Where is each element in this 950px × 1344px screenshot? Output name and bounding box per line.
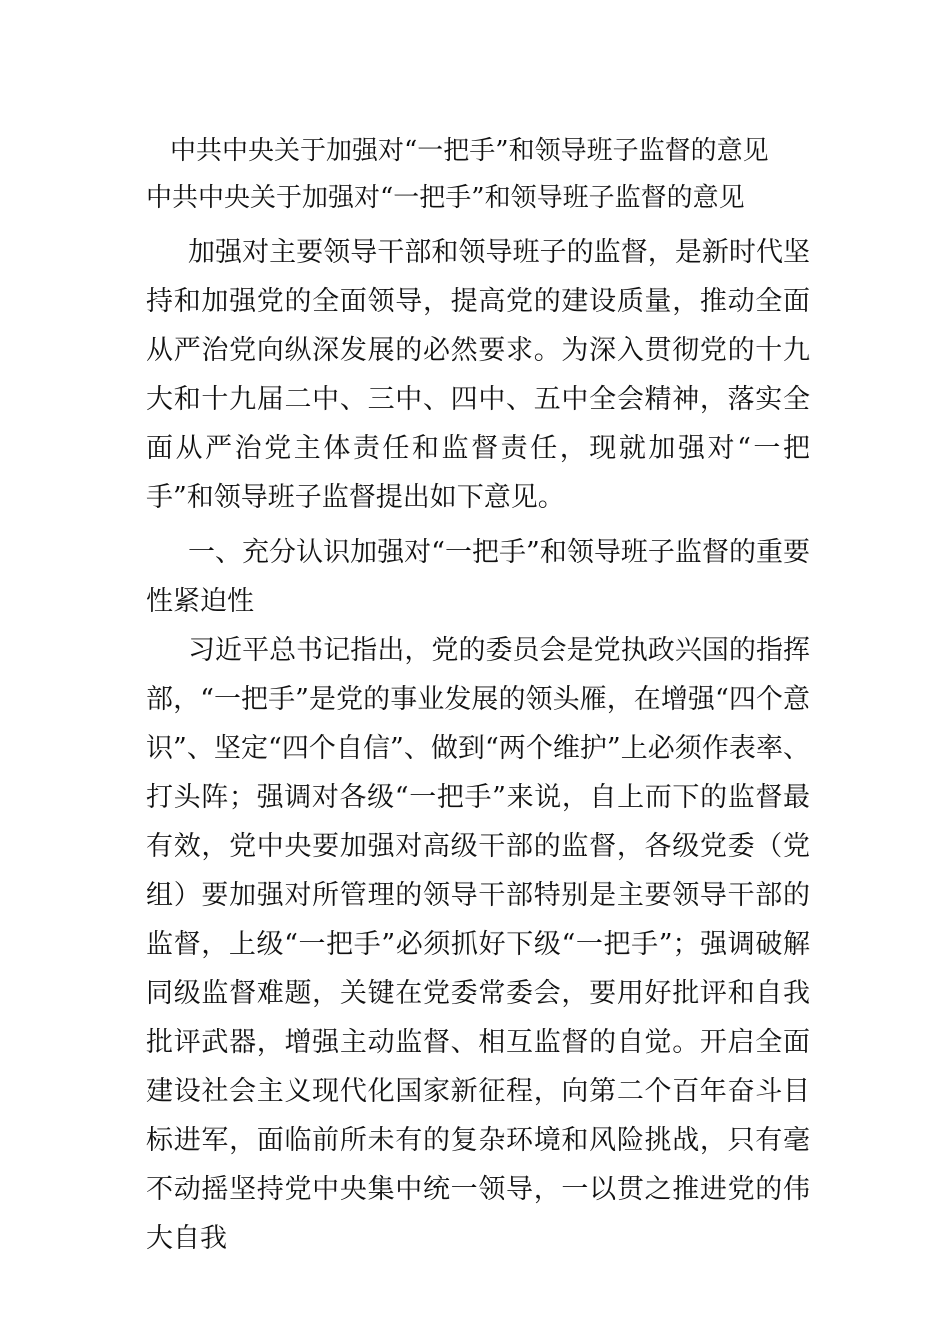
document-title-line-1: 中共中央关于加强对“一把手”和领导班子监督的意见	[170, 136, 769, 166]
intro-paragraph: 加强对主要领导干部和领导班子的监督，是新时代坚持和加强党的全面领导，提高党的建设质量，推动全面从严治党向纵深发展的必然要求。为深入贯彻党的十九大和十九届二中、三中、四中、五中全会精神，落实全面从严治党主体责任和监督责任，现就加强对“一把手”和领导班子监督提出如下意见。	[146, 237, 810, 513]
section-heading-1: 一、充分认识加强对“一把手”和领导班子监督的重要性紧迫性	[146, 537, 810, 617]
document-title-line-2: 中共中央关于加强对“一把手”和领导班子监督的意见	[146, 183, 745, 213]
section-1-paragraph: 习近平总书记指出，党的委员会是党执政兴国的指挥部，“一把手”是党的事业发展的领头雁，在增强“四个意识”、坚定“四个自信”、做到“两个维护”上必须作表率、打头阵；强调对各级“一把手”来说，自上而下的监督最有效，党中央要加强对高级干部的监督，各级党委（党组）要加强对所管理的领导干部特别是主要领导干部的监督，上级“一把手”必须抓好下级“一把手”；强调破解同级监督难题，关键在党委常委会，要用好批评和自我批评武器，增强主动监督、相互监督的自觉。开启全面建设社会主义现代化国家新征程，向第二个百年奋斗目标进军，面临前所未有的复杂环境和风险挑战，只有毫不动摇坚持党中央集中统一领导，一以贯之推进党的伟大自我	[146, 635, 810, 1254]
